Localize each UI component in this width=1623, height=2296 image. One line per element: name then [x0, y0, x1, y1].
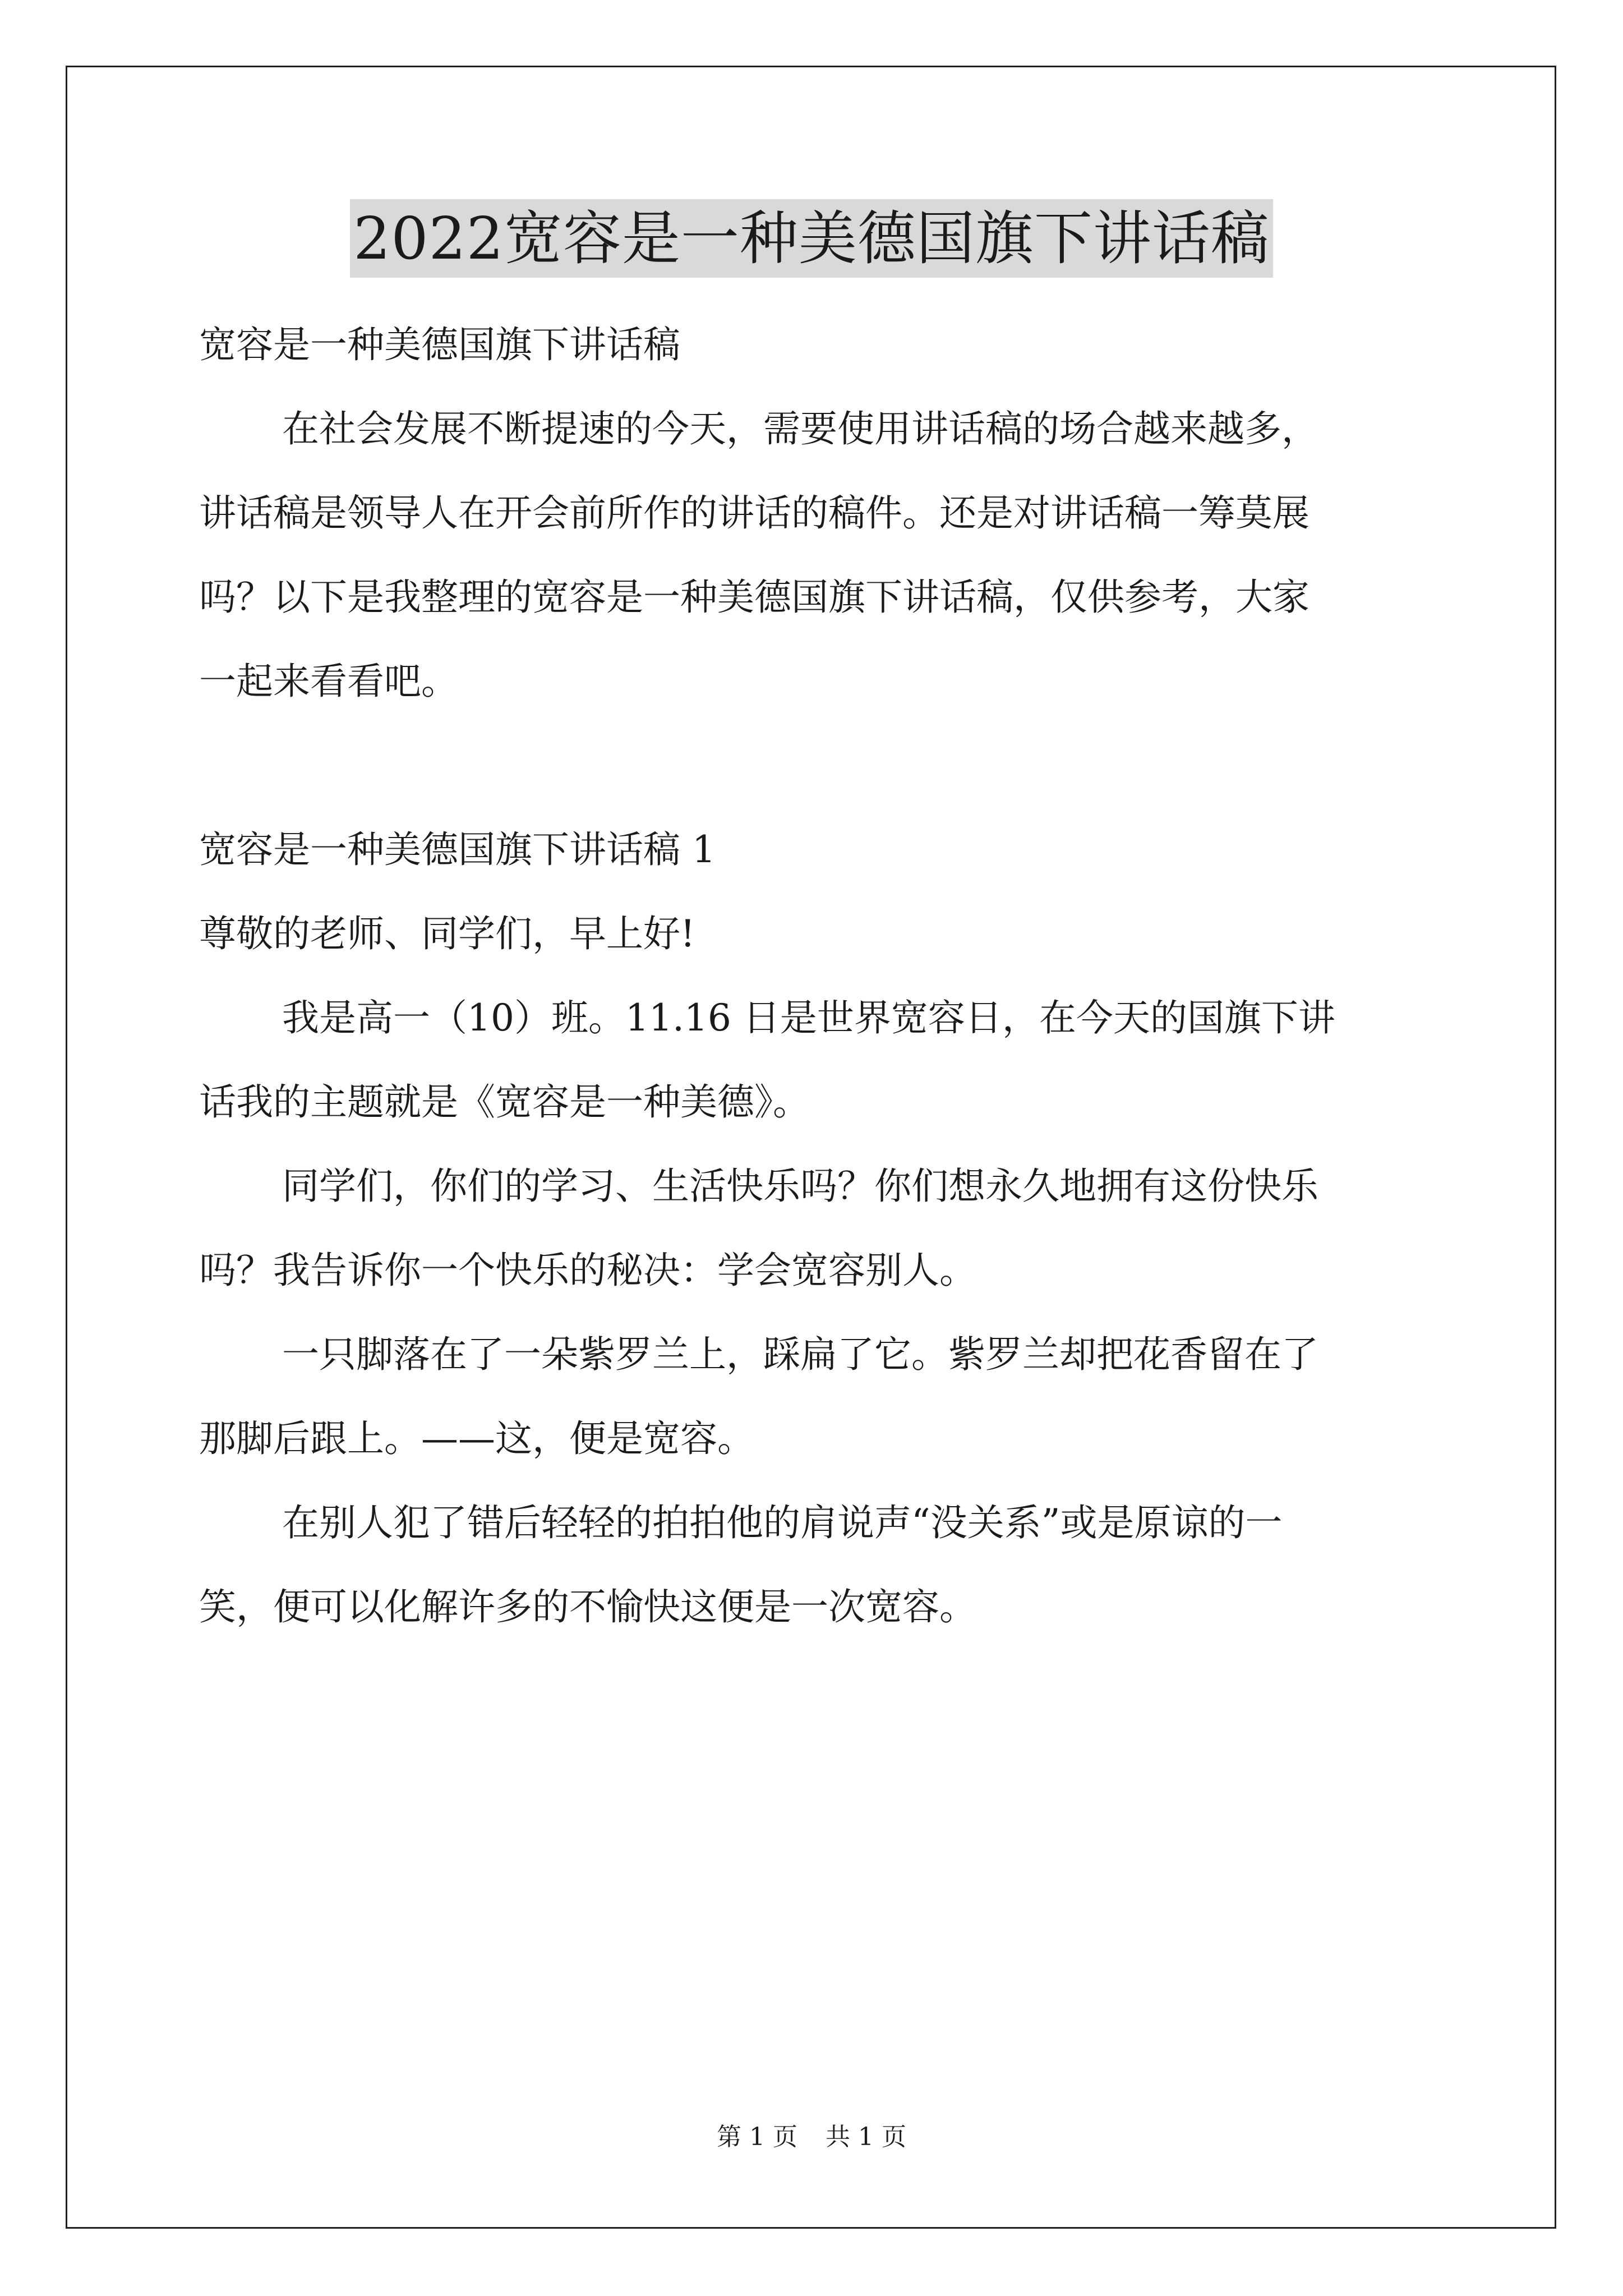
subtitle-line: 宽容是一种美德国旗下讲话稿 — [199, 323, 680, 366]
document-body — [199, 303, 1430, 1649]
paragraph-line: 一只脚落在了一朵紫罗兰上，踩扁了它。紫罗兰却把花香留在了 — [282, 1333, 1318, 1376]
section-spacer — [199, 724, 1430, 808]
page-number: 第 1 页 — [717, 2123, 797, 2151]
title-container — [0, 199, 1623, 278]
paragraph-line: 我是高一（10）班。11.16 日是世界宽容日，在今天的国旗下讲 — [282, 996, 1335, 1039]
page-footer — [0, 2120, 1623, 2154]
paragraph-line: 吗？以下是我整理的宽容是一种美德国旗下讲话稿，仅供参考，大家 — [199, 576, 1310, 619]
page-total: 共 1 页 — [826, 2123, 906, 2151]
paragraph-line: 吗？我告诉你一个快乐的秘决：学会宽容别人。 — [199, 1249, 976, 1292]
paragraph-line: 话我的主题就是《宽容是一种美德》。 — [199, 1080, 810, 1124]
paragraph-line: 那脚后跟上。——这，便是宽容。 — [199, 1417, 754, 1460]
paragraph-line: 在别人犯了错后轻轻的拍拍他的肩说声“没关系”或是原谅的一 — [282, 1501, 1283, 1544]
paragraph-line: 讲话稿是领导人在开会前所作的讲话的稿件。还是对讲话稿一筹莫展 — [199, 491, 1310, 535]
salutation-line: 尊敬的老师、同学们，早上好! — [199, 912, 695, 955]
paragraph-line: 在社会发展不断提速的今天，需要使用讲话稿的场合越来越多， — [282, 407, 1318, 450]
paragraph-line: 一起来看看吧。 — [199, 660, 458, 703]
section-heading: 宽容是一种美德国旗下讲话稿 1 — [199, 828, 716, 871]
paragraph-line: 笑，便可以化解许多的不愉快这便是一次宽容。 — [199, 1585, 976, 1628]
paragraph-line: 同学们，你们的学习、生活快乐吗？你们想永久地拥有这份快乐 — [282, 1165, 1318, 1208]
document-title: 2022宽容是一种美德国旗下讲话稿 — [350, 199, 1273, 278]
